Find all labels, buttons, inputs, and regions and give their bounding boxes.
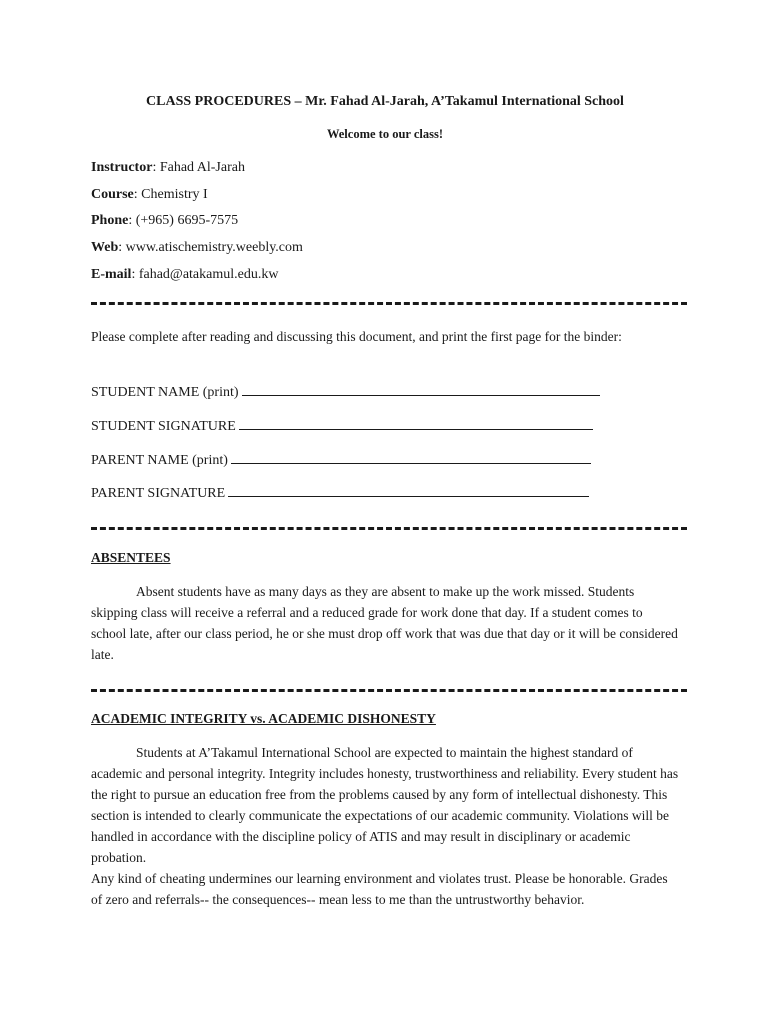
instructor-label: Instructor	[91, 160, 153, 175]
course-value: : Chemistry I	[133, 187, 208, 202]
course-label: Course	[91, 187, 134, 202]
parent-signature-field[interactable]	[91, 482, 589, 503]
integrity-paragraph-1: Students at A’Takamul International School are expected to maintain the highest standard of academic and personal integrity. Integrity includes honesty, trustworthiness and reliability. Every student has the right to pursue an education free from the problems caused by any form of intellectual dishonesty. This section is intended to clearly communicate the expectations of our academic community. Violations will be handled in accordance with the discipline policy of ATIS and may result in disciplinary or academic probation.	[91, 745, 679, 865]
instructor-line	[91, 159, 245, 177]
phone-value: : (+965) 6695-7575	[128, 213, 239, 228]
welcome-line: Welcome to our class!	[326, 127, 444, 141]
instructor-value: : Fahad Al-Jarah	[152, 160, 245, 175]
dashed-divider	[91, 302, 687, 305]
student-name-label: STUDENT NAME (print)	[91, 385, 239, 400]
absentees-heading: ABSENTEES	[91, 550, 171, 565]
dashed-divider	[91, 689, 687, 692]
dashed-divider	[91, 527, 687, 530]
email-label: E-mail	[91, 267, 132, 282]
parent-name-line[interactable]	[231, 449, 591, 464]
parent-signature-label: PARENT SIGNATURE	[91, 486, 226, 501]
absentees-body: Absent students have as many days as they are absent to make up the work missed. Students skipping class will receive a referral and a reduced grade for work done that day. If a student comes to school late, after our class period, he or she must drop off work that was due that day or it will be considered late.	[91, 584, 678, 662]
integrity-paragraph-2: Any kind of cheating undermines our learning environment and violates trust. Please be honorable. Grades of zero and referrals-- the consequences-- mean less to me than the untrustworthy behavior.	[91, 871, 668, 907]
student-signature-field[interactable]	[91, 415, 593, 436]
student-signature-label: STUDENT SIGNATURE	[91, 419, 236, 434]
integrity-body	[91, 742, 681, 910]
phone-line	[91, 212, 238, 230]
web-line	[91, 239, 303, 257]
student-signature-line[interactable]	[239, 415, 593, 430]
instructions-text: Please complete after reading and discussing this document, and print the first page for the binder:	[91, 329, 622, 344]
course-line	[91, 186, 208, 204]
integrity-heading: ACADEMIC INTEGRITY vs. ACADEMIC DISHONESTY	[91, 711, 436, 726]
parent-name-field[interactable]	[91, 449, 591, 470]
phone-label: Phone	[91, 213, 129, 228]
student-name-line[interactable]	[242, 381, 600, 396]
email-value: : fahad@atakamul.edu.kw	[131, 267, 279, 282]
web-value: : www.atischemistry.weebly.com	[118, 240, 303, 255]
parent-signature-line[interactable]	[228, 482, 589, 497]
web-label: Web	[91, 240, 119, 255]
document-title: CLASS PROCEDURES – Mr. Fahad Al-Jarah, A’Takamul International School	[146, 94, 624, 109]
parent-name-label: PARENT NAME (print)	[91, 453, 228, 468]
email-line	[91, 266, 278, 284]
student-name-field[interactable]	[91, 381, 600, 402]
